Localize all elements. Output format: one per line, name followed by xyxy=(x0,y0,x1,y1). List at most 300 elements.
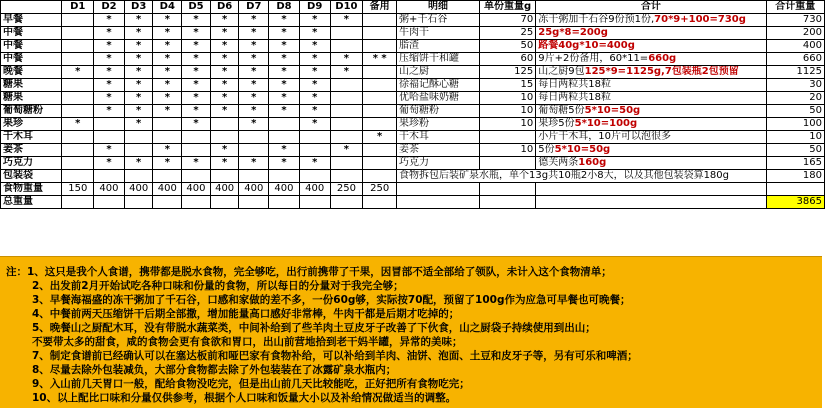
header-day[interactable]: D7 xyxy=(239,1,269,14)
empty-cell[interactable] xyxy=(182,196,211,209)
sum-formula: 160g xyxy=(578,157,607,168)
meal-label[interactable]: 葡萄糖粉 xyxy=(1,105,62,118)
notes-panel xyxy=(0,256,822,408)
table-row xyxy=(1,131,825,144)
table-row xyxy=(1,14,825,27)
day-mark-cell[interactable]: * xyxy=(299,27,330,40)
day-mark-cell[interactable] xyxy=(269,131,300,144)
day-mark-cell[interactable] xyxy=(363,157,397,170)
day-mark-cell[interactable]: * xyxy=(182,40,211,53)
day-mark-cell[interactable]: * xyxy=(269,92,300,105)
total-weight-cell[interactable]: 180 xyxy=(766,170,824,183)
note-line: 2、出发前2月开始试吃各种口味和份量的食物，所以每日的分量对于我完全够； xyxy=(32,280,404,292)
day-mark-cell[interactable]: * xyxy=(330,14,363,27)
day-mark-cell[interactable] xyxy=(330,92,363,105)
day-mark-cell[interactable]: * xyxy=(182,14,211,27)
day-mark-cell[interactable] xyxy=(124,144,153,157)
day-mark-cell[interactable]: * xyxy=(330,53,363,66)
day-mark-cell[interactable] xyxy=(363,170,397,183)
empty-cell[interactable] xyxy=(269,196,300,209)
food-weight-cell[interactable]: 250 xyxy=(330,183,363,196)
sum-cell[interactable] xyxy=(536,92,766,105)
day-mark-cell[interactable]: * xyxy=(94,27,125,40)
header-day[interactable]: D4 xyxy=(153,1,182,14)
day-mark-cell[interactable]: * xyxy=(210,53,239,66)
meal-label[interactable]: 中餐 xyxy=(1,40,62,53)
unit-weight-cell[interactable]: 50 xyxy=(479,40,535,53)
header-corner[interactable] xyxy=(1,1,62,14)
detail-cell[interactable]: 果珍粉 xyxy=(397,118,480,131)
day-mark-cell[interactable] xyxy=(182,144,211,157)
day-mark-cell[interactable]: * xyxy=(153,79,182,92)
meal-label[interactable]: 果珍 xyxy=(1,118,62,131)
sum-cell[interactable] xyxy=(536,53,766,66)
day-mark-cell[interactable] xyxy=(239,144,269,157)
day-mark-cell[interactable]: * xyxy=(153,144,182,157)
day-mark-cell[interactable]: * xyxy=(62,66,94,79)
day-mark-cell[interactable] xyxy=(62,170,94,183)
day-mark-cell[interactable]: * xyxy=(210,66,239,79)
food-weight-cell[interactable]: 400 xyxy=(239,183,269,196)
day-mark-cell[interactable]: * xyxy=(124,92,153,105)
day-mark-cell[interactable]: * xyxy=(182,66,211,79)
sum-formula: 125*9=1125g,7包装瓶2包预留 xyxy=(584,66,739,77)
empty-cell[interactable] xyxy=(239,196,269,209)
day-mark-cell[interactable]: * xyxy=(153,105,182,118)
detail-cell[interactable]: 干木耳 xyxy=(397,131,480,144)
day-mark-cell[interactable]: * xyxy=(269,27,300,40)
detail-cell[interactable]: 葡萄糖粉 xyxy=(397,105,480,118)
day-mark-cell[interactable] xyxy=(124,170,153,183)
total-weight-cell[interactable]: 165 xyxy=(766,157,824,170)
meal-label[interactable]: 晚餐 xyxy=(1,66,62,79)
day-mark-cell[interactable]: * xyxy=(153,27,182,40)
detail-cell[interactable]: 脂渣 xyxy=(397,40,480,53)
empty-cell[interactable] xyxy=(153,196,182,209)
unit-weight-cell[interactable]: 10 xyxy=(479,105,535,118)
day-mark-cell[interactable] xyxy=(62,27,94,40)
day-mark-cell[interactable] xyxy=(62,14,94,27)
sum-cell[interactable] xyxy=(536,14,766,27)
day-mark-cell[interactable]: * xyxy=(299,53,330,66)
food-weight-cell[interactable]: 400 xyxy=(153,183,182,196)
meal-label[interactable]: 包装袋 xyxy=(1,170,62,183)
day-mark-cell[interactable] xyxy=(299,131,330,144)
day-mark-cell[interactable] xyxy=(299,170,330,183)
total-weight-cell[interactable]: 50 xyxy=(766,144,824,157)
day-mark-cell[interactable]: * xyxy=(269,53,300,66)
day-mark-cell[interactable] xyxy=(330,157,363,170)
empty-cell[interactable] xyxy=(363,196,397,209)
day-mark-cell[interactable]: * xyxy=(94,14,125,27)
day-mark-cell[interactable]: * xyxy=(269,66,300,79)
detail-cell[interactable]: 压缩饼干和罐 xyxy=(397,53,480,66)
header-sum[interactable]: 合计 xyxy=(536,1,766,14)
day-mark-cell[interactable]: * xyxy=(94,79,125,92)
day-mark-cell[interactable] xyxy=(94,131,125,144)
total-weight-cell[interactable]: 50 xyxy=(766,105,824,118)
sum-text: 山之厨9包 xyxy=(538,66,585,77)
day-mark-cell[interactable] xyxy=(239,170,269,183)
day-mark-cell[interactable]: * xyxy=(153,14,182,27)
note-line: 5、晚餐山之厨配木耳，没有带脱水蔬菜类，中间补给到了些羊肉土豆皮牙子改善了下伙食，山之厨袋子持续使用到出山； xyxy=(32,322,596,334)
total-weight-cell[interactable]: 730 xyxy=(766,14,824,27)
day-mark-cell[interactable]: * xyxy=(182,105,211,118)
day-mark-cell[interactable] xyxy=(124,131,153,144)
day-mark-cell[interactable] xyxy=(330,105,363,118)
empty-cell[interactable] xyxy=(299,196,330,209)
day-mark-cell[interactable]: * xyxy=(124,27,153,40)
table-row xyxy=(1,157,825,170)
unit-weight-cell[interactable]: 10 xyxy=(479,92,535,105)
total-weight-cell[interactable]: 10 xyxy=(766,131,824,144)
food-weight-cell[interactable]: 400 xyxy=(94,183,125,196)
day-mark-cell[interactable]: * xyxy=(210,92,239,105)
day-mark-cell[interactable] xyxy=(62,131,94,144)
unit-weight-cell[interactable] xyxy=(479,131,535,144)
header-row xyxy=(1,1,825,14)
sum-text: 每日两粒共18粒 xyxy=(538,79,611,90)
sum-formula: 5*10=100g xyxy=(574,118,638,129)
day-mark-cell[interactable]: * xyxy=(124,157,153,170)
empty-cell[interactable] xyxy=(536,183,766,196)
note-line: 10、以上配比口味和分量仅供参考，根据个人口味和饭量大小以及补给情况做适当的调整。 xyxy=(32,392,457,404)
grand-total-value[interactable]: 3865 xyxy=(766,196,824,209)
note-line: 不要带太多的甜食，咸的食物会更有食欲和胃口，出山前营地拾到老干妈半罐，异常的美味； xyxy=(32,336,463,348)
day-mark-cell[interactable] xyxy=(363,92,397,105)
day-mark-cell[interactable]: * xyxy=(153,66,182,79)
grand-total-row xyxy=(1,196,825,209)
day-mark-cell[interactable]: * xyxy=(299,105,330,118)
day-mark-cell[interactable] xyxy=(363,79,397,92)
day-mark-cell[interactable]: * xyxy=(269,157,300,170)
day-mark-cell[interactable]: * xyxy=(299,40,330,53)
day-mark-cell[interactable]: * xyxy=(299,118,330,131)
table-row xyxy=(1,170,825,183)
day-mark-cell[interactable]: * xyxy=(94,144,125,157)
meal-label[interactable]: 中餐 xyxy=(1,53,62,66)
sum-text: 果珍5份 xyxy=(538,118,575,129)
day-mark-cell[interactable] xyxy=(269,118,300,131)
day-mark-cell[interactable]: * xyxy=(153,53,182,66)
day-mark-cell[interactable]: * xyxy=(182,92,211,105)
detail-cell[interactable]: 山之厨 xyxy=(397,66,480,79)
food-weight-cell[interactable]: 400 xyxy=(269,183,300,196)
detail-cell[interactable]: 优哈盐味奶糖 xyxy=(397,92,480,105)
day-mark-cell[interactable]: * xyxy=(124,40,153,53)
header-day[interactable]: D5 xyxy=(182,1,211,14)
detail-cell[interactable]: 徐福记酥心糖 xyxy=(397,79,480,92)
day-mark-cell[interactable]: * xyxy=(330,144,363,157)
total-weight-cell[interactable]: 20 xyxy=(766,92,824,105)
day-mark-cell[interactable]: * xyxy=(182,27,211,40)
food-weight-cell[interactable]: 400 xyxy=(124,183,153,196)
meal-label[interactable]: 糖果 xyxy=(1,92,62,105)
day-mark-cell[interactable]: * xyxy=(299,157,330,170)
unit-weight-cell[interactable]: 125 xyxy=(479,66,535,79)
empty-cell[interactable] xyxy=(62,196,94,209)
day-mark-cell[interactable] xyxy=(330,27,363,40)
day-mark-cell[interactable] xyxy=(62,53,94,66)
day-mark-cell[interactable] xyxy=(210,131,239,144)
day-mark-cell[interactable] xyxy=(363,27,397,40)
header-detail[interactable]: 明细 xyxy=(397,1,480,14)
sum-cell[interactable] xyxy=(536,144,766,157)
total-weight-cell[interactable]: 200 xyxy=(766,27,824,40)
note-line: 8、尽量去除外包装减负，大部分食物都去除了外包装装在了冰露矿泉水瓶内； xyxy=(32,364,397,376)
total-weight-cell[interactable]: 1125 xyxy=(766,66,824,79)
day-mark-cell[interactable] xyxy=(210,170,239,183)
day-mark-cell[interactable]: * xyxy=(62,118,94,131)
day-mark-cell[interactable]: * xyxy=(299,79,330,92)
sum-formula: 660g xyxy=(648,53,677,64)
day-mark-cell[interactable]: * xyxy=(210,157,239,170)
day-mark-cell[interactable]: * xyxy=(124,79,153,92)
sum-text: 葡萄糖5份 xyxy=(538,105,585,116)
header-spare[interactable]: 备用 xyxy=(363,1,397,14)
day-mark-cell[interactable]: * xyxy=(269,14,300,27)
unit-weight-cell[interactable]: 60 xyxy=(479,53,535,66)
meal-label[interactable]: 干木耳 xyxy=(1,131,62,144)
day-mark-cell[interactable] xyxy=(363,40,397,53)
day-mark-cell[interactable] xyxy=(62,105,94,118)
day-mark-cell[interactable] xyxy=(182,170,211,183)
day-mark-cell[interactable]: * xyxy=(124,118,153,131)
day-mark-cell[interactable]: * xyxy=(269,105,300,118)
day-mark-cell[interactable]: * xyxy=(94,40,125,53)
sum-formula: 5*10=50g xyxy=(584,105,641,116)
day-mark-cell[interactable] xyxy=(363,105,397,118)
sum-cell[interactable] xyxy=(536,157,766,170)
day-mark-cell[interactable]: * xyxy=(124,14,153,27)
day-mark-cell[interactable]: * xyxy=(153,157,182,170)
unit-weight-cell[interactable] xyxy=(479,157,535,170)
sum-cell[interactable] xyxy=(536,27,766,40)
day-mark-cell[interactable] xyxy=(330,118,363,131)
day-mark-cell[interactable]: * xyxy=(239,53,269,66)
day-mark-cell[interactable]: * xyxy=(299,92,330,105)
detail-cell[interactable]: 巧克力 xyxy=(397,157,480,170)
day-mark-cell[interactable] xyxy=(269,170,300,183)
note-line: 9、入山前几天胃口一般，配给食物没吃完，但是出山前几天比较能吃，正好把所有食物吃完； xyxy=(32,378,470,390)
total-weight-cell[interactable]: 660 xyxy=(766,53,824,66)
unit-weight-cell[interactable]: 25 xyxy=(479,27,535,40)
day-mark-cell[interactable]: * xyxy=(239,27,269,40)
grand-total-label[interactable]: 总重量 xyxy=(1,196,62,209)
day-mark-cell[interactable]: * xyxy=(153,92,182,105)
empty-cell[interactable] xyxy=(479,196,535,209)
food-weight-cell[interactable]: 400 xyxy=(210,183,239,196)
meal-label[interactable]: 糖果 xyxy=(1,79,62,92)
sum-cell[interactable] xyxy=(536,105,766,118)
table-row xyxy=(1,40,825,53)
food-weight-cell[interactable]: 400 xyxy=(182,183,211,196)
sum-cell[interactable] xyxy=(536,66,766,79)
day-mark-cell[interactable]: * xyxy=(94,53,125,66)
day-mark-cell[interactable]: * xyxy=(239,66,269,79)
note-line: 4、中餐前两天压缩饼干后期全部撒，增加能量高口感好非常棒，牛肉干都是后期才吃掉的； xyxy=(32,308,460,320)
note-line: 注：1、这只是我个人食谱，携带都是脱水食物，完全够吃，出行前携带了干果，因冒部不适全部给了领队，未计入这个食物清单； xyxy=(6,266,612,278)
day-mark-cell[interactable]: * xyxy=(124,53,153,66)
empty-cell[interactable] xyxy=(536,196,766,209)
total-weight-cell[interactable]: 30 xyxy=(766,79,824,92)
day-mark-cell[interactable] xyxy=(330,79,363,92)
day-mark-cell[interactable]: * xyxy=(239,14,269,27)
table-row xyxy=(1,66,825,79)
day-mark-cell[interactable]: * xyxy=(210,14,239,27)
day-mark-cell[interactable]: * xyxy=(182,118,211,131)
day-mark-cell[interactable]: * xyxy=(124,66,153,79)
table-row xyxy=(1,144,825,157)
sum-cell[interactable] xyxy=(536,131,766,144)
day-mark-cell[interactable] xyxy=(62,92,94,105)
table-row xyxy=(1,105,825,118)
day-mark-cell[interactable]: * xyxy=(239,118,269,131)
empty-cell[interactable] xyxy=(124,196,153,209)
detail-cell[interactable]: 粥+千石谷 xyxy=(397,14,480,27)
day-mark-cell[interactable]: * xyxy=(94,92,125,105)
empty-cell[interactable] xyxy=(397,196,480,209)
food-weight-label[interactable]: 食物重量 xyxy=(1,183,62,196)
meal-label[interactable]: 巧克力 xyxy=(1,157,62,170)
day-mark-cell[interactable]: * xyxy=(182,79,211,92)
detail-cell[interactable]: 姜茶 xyxy=(397,144,480,157)
note-line: 3、早餐海福盛的冻干粥加了千石谷，口感和家做的差不多，一份60g够，实际按70配，预留了100g作为应急可早餐也可晚餐； xyxy=(32,294,631,306)
day-mark-cell[interactable] xyxy=(363,66,397,79)
header-unit-weight[interactable]: 单份重量g xyxy=(479,1,535,14)
day-mark-cell[interactable] xyxy=(153,131,182,144)
table-row xyxy=(1,79,825,92)
header-day[interactable]: D9 xyxy=(299,1,330,14)
food-weight-cell[interactable]: 150 xyxy=(62,183,94,196)
day-mark-cell[interactable]: * * xyxy=(363,53,397,66)
day-mark-cell[interactable]: * xyxy=(269,79,300,92)
header-day[interactable]: D10 xyxy=(330,1,363,14)
day-mark-cell[interactable] xyxy=(62,40,94,53)
day-mark-cell[interactable]: * xyxy=(94,66,125,79)
sum-text: 小片干木耳，10片可以泡很多 xyxy=(538,131,671,142)
day-mark-cell[interactable] xyxy=(299,144,330,157)
food-weight-cell[interactable]: 400 xyxy=(299,183,330,196)
day-mark-cell[interactable]: * xyxy=(239,157,269,170)
sum-cell[interactable] xyxy=(536,40,766,53)
empty-cell[interactable] xyxy=(479,183,535,196)
day-mark-cell[interactable]: * xyxy=(210,27,239,40)
day-mark-cell[interactable] xyxy=(363,144,397,157)
meal-label[interactable]: 早餐 xyxy=(1,14,62,27)
day-mark-cell[interactable] xyxy=(182,131,211,144)
day-mark-cell[interactable] xyxy=(330,40,363,53)
total-weight-cell[interactable]: 400 xyxy=(766,40,824,53)
day-mark-cell[interactable]: * xyxy=(210,79,239,92)
sum-formula: 70*9+100=730g xyxy=(654,14,746,25)
empty-cell[interactable] xyxy=(94,196,125,209)
day-mark-cell[interactable]: * xyxy=(299,66,330,79)
sum-formula: 25g*8=200g xyxy=(538,27,608,38)
day-mark-cell[interactable]: * xyxy=(363,131,397,144)
day-mark-cell[interactable]: * xyxy=(210,105,239,118)
header-day[interactable]: D8 xyxy=(269,1,300,14)
day-mark-cell[interactable]: * xyxy=(94,157,125,170)
sum-text: 5份 xyxy=(538,144,555,155)
day-mark-cell[interactable] xyxy=(94,118,125,131)
empty-cell[interactable] xyxy=(766,183,824,196)
header-day[interactable]: D3 xyxy=(124,1,153,14)
day-mark-cell[interactable]: * xyxy=(239,40,269,53)
day-mark-cell[interactable]: * xyxy=(124,105,153,118)
detail-cell[interactable]: 牛肉干 xyxy=(397,27,480,40)
sum-text: 每日两粒共18粒 xyxy=(538,92,611,103)
table-body xyxy=(1,14,825,183)
unit-weight-cell[interactable]: 10 xyxy=(479,118,535,131)
sum-text: 冻干粥加千石谷9份预1份, xyxy=(538,14,655,25)
day-mark-cell[interactable]: * xyxy=(299,14,330,27)
table-row xyxy=(1,118,825,131)
meal-label[interactable]: 姜茶 xyxy=(1,144,62,157)
day-mark-cell[interactable] xyxy=(62,79,94,92)
table-row xyxy=(1,92,825,105)
header-day[interactable]: D1 xyxy=(62,1,94,14)
empty-cell[interactable] xyxy=(210,196,239,209)
day-mark-cell[interactable]: * xyxy=(330,66,363,79)
day-mark-cell[interactable] xyxy=(62,144,94,157)
day-mark-cell[interactable] xyxy=(330,170,363,183)
unit-weight-cell[interactable]: 70 xyxy=(479,14,535,27)
meal-label[interactable]: 中餐 xyxy=(1,27,62,40)
sum-formula: 5*10=50g xyxy=(554,144,611,155)
unit-weight-cell[interactable]: 10 xyxy=(479,144,535,157)
day-mark-cell[interactable] xyxy=(210,118,239,131)
note-line: 7、制定食谱前已经确认可以在塞达板前和哑巴家有食物补给，可以补给到羊肉、油饼、泡面、土豆和皮牙子等，另有可乐和啤酒； xyxy=(32,350,638,362)
day-mark-cell[interactable] xyxy=(330,131,363,144)
food-weight-cell[interactable]: 250 xyxy=(363,183,397,196)
total-weight-cell[interactable]: 100 xyxy=(766,118,824,131)
empty-cell[interactable] xyxy=(397,183,480,196)
day-mark-cell[interactable] xyxy=(94,170,125,183)
day-mark-cell[interactable]: * xyxy=(210,40,239,53)
day-mark-cell[interactable] xyxy=(153,118,182,131)
sum-formula: 路餐40g*10=400g xyxy=(538,40,635,51)
day-mark-cell[interactable] xyxy=(363,118,397,131)
day-mark-cell[interactable]: * xyxy=(269,144,300,157)
day-mark-cell[interactable]: * xyxy=(153,40,182,53)
header-total-weight[interactable]: 合计重量 xyxy=(766,1,824,14)
day-mark-cell[interactable]: * xyxy=(239,79,269,92)
day-mark-cell[interactable]: * xyxy=(210,144,239,157)
table-row xyxy=(1,53,825,66)
empty-cell[interactable] xyxy=(330,196,363,209)
day-mark-cell[interactable] xyxy=(62,157,94,170)
day-mark-cell[interactable] xyxy=(363,14,397,27)
sum-cell[interactable] xyxy=(536,79,766,92)
day-mark-cell[interactable]: * xyxy=(94,105,125,118)
unit-weight-cell[interactable]: 15 xyxy=(479,79,535,92)
food-weight-row xyxy=(1,183,825,196)
day-mark-cell[interactable] xyxy=(153,170,182,183)
day-mark-cell[interactable]: * xyxy=(269,40,300,53)
header-day[interactable]: D6 xyxy=(210,1,239,14)
sum-text: 德芙两条 xyxy=(538,157,579,168)
detail-cell[interactable]: 食物拆包后装矿泉水瓶，单个13g共10瓶2小8大，以及其他包装袋算180g xyxy=(397,170,767,183)
header-day[interactable]: D2 xyxy=(94,1,125,14)
day-mark-cell[interactable] xyxy=(239,131,269,144)
day-mark-cell[interactable]: * xyxy=(239,92,269,105)
sum-cell[interactable] xyxy=(536,118,766,131)
day-mark-cell[interactable]: * xyxy=(239,105,269,118)
day-mark-cell[interactable]: * xyxy=(182,157,211,170)
day-mark-cell[interactable]: * xyxy=(182,53,211,66)
table-row xyxy=(1,27,825,40)
